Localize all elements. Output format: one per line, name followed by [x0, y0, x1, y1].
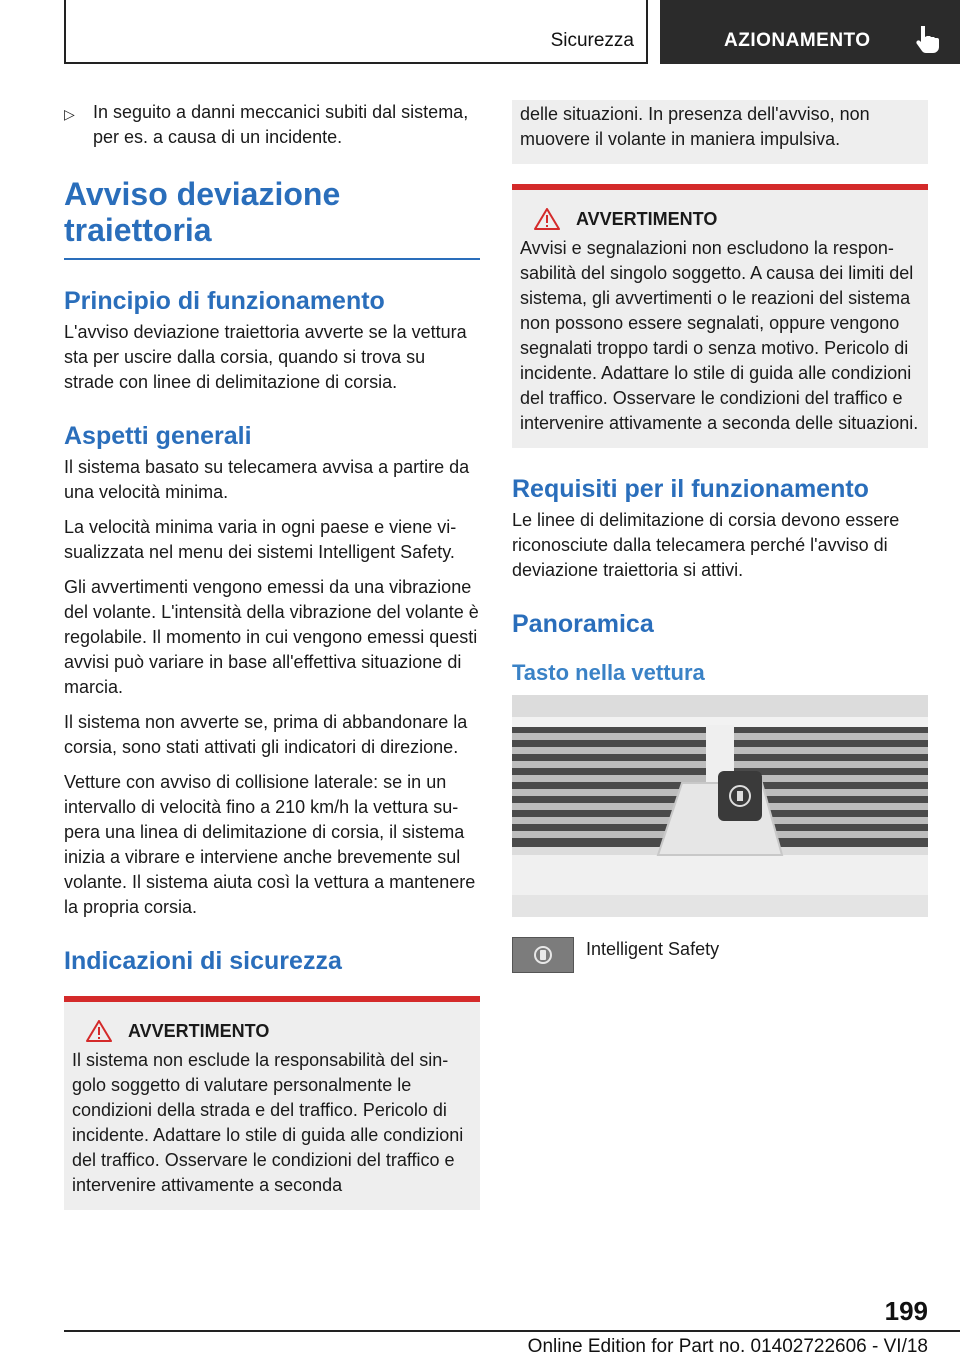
warning-box-2	[512, 184, 928, 448]
warning-title-row	[72, 1020, 472, 1042]
paragraph-general-1: Il sistema basato su telecamera avvisa a partire da una velocità minima.	[64, 457, 470, 502]
heading-general: Aspetti generali	[64, 422, 252, 450]
bullet-item	[64, 100, 480, 150]
paragraph-general-4: Il sistema non avverte se, prima di abbandonare la corsia, sono stati attivati gli indicatori di direzione.	[64, 712, 468, 757]
paragraph-principle: L'avviso deviazione traiettoria avverte se la vettura sta per uscire dalla corsia, quando si trova su strade con linee di delimitazione di corsia.	[64, 322, 467, 392]
heading-principle: Principio di funzionamento	[64, 287, 385, 315]
heading-safety: Indicazioni di sicurezza	[64, 947, 342, 975]
warning-title: AVVERTIMENTO	[128, 1020, 270, 1041]
intelligent-safety-button-icon	[512, 937, 574, 973]
pointing-hand-icon	[912, 24, 942, 54]
main-heading: Avviso deviazione traiettoria	[64, 176, 341, 248]
heading-button: Tasto nella vettura	[512, 660, 705, 685]
warning-triangle-icon	[86, 1020, 112, 1042]
paragraph-general-2: La velocità minima varia in ogni paese e viene visualizzata nel menu dei sistemi Intelligent Safety.	[64, 517, 457, 562]
paragraph-general-3: Gli avvertimenti vengono emessi da una vibrazione del volante. L'intensità della vibrazione del volante è regolabile. Il momento in cui vengono emessi questi avvisi può variare in base all'effettiva situazione di marcia.	[64, 577, 479, 697]
warning-box	[64, 996, 480, 1210]
paragraph-requirements: Le linee di delimitazione di corsia devono essere riconosciute dalla telecamera perché l'avviso di deviazione traiettoria si attivi.	[512, 510, 900, 580]
warning-triangle-icon	[534, 208, 560, 230]
warning-continuation-text: delle situazioni. In presenza dell'avviso, non muovere il volante in maniera impulsiva.	[520, 104, 870, 149]
page-number: 199	[884, 1296, 928, 1326]
header-section-title: Sicurezza	[550, 30, 634, 51]
warning-title-2: AVVERTIMENTO	[576, 208, 718, 229]
header-chapter-box	[660, 0, 960, 64]
heading-overview: Panoramica	[512, 610, 654, 638]
header-section-box	[64, 0, 648, 64]
warning-text: Il sistema non esclude la responsabilità del singolo soggetto di valutare personalmente le condizioni della strada e del traffico. Pericolo di incidente. Adattare lo stile di guida alle condizioni del traffico. Osservare le condizioni del traffico e intervenire attivamente a seconda	[72, 1050, 464, 1195]
intelligent-safety-label: Intelligent Safety	[586, 939, 720, 959]
vehicle-button-photo	[512, 695, 928, 917]
intelligent-safety-row	[512, 937, 928, 973]
heading-requirements: Requisiti per il funzionamento	[512, 475, 869, 503]
header-chapter-title: AZIONAMENTO	[724, 30, 871, 51]
heading-rule	[64, 258, 480, 260]
paragraph-general-5: Vetture con avviso di collisione laterale: se in un intervallo di velocità fino a 210 km/h la vettura supera una linea di delimitazione di corsia, il sistema inizia a vibrare e interviene anche brevemente sul volante. Il sistema aiuta così la vettura a mantenere la propria corsia.	[64, 772, 476, 917]
warning-text-2: Avvisi e segnalazioni non escludono la responsabilità del singolo soggetto. A causa dei limiti del sistema, gli avvertimenti o le reazioni del sistema non possono essere segnalati, oppure vengono segnalati troppo tardi o senza motivo. Pericolo di incidente. Adattare lo stile di guida alle condizioni del traffico. Osservare le condizioni del traffico e intervenire attivamente a seconda delle situazioni.	[520, 238, 919, 433]
triangle-bullet-icon: ▷	[64, 106, 75, 122]
warning-continuation-box	[512, 100, 928, 164]
bullet-text: In seguito a danni meccanici subiti dal sistema, per es. a causa di un incidente.	[93, 102, 469, 147]
right-column	[512, 100, 928, 973]
footer-edition: Online Edition for Part no. 01402722606 - VI/18	[527, 1336, 928, 1357]
dashboard-vents-illustration	[512, 695, 928, 917]
left-column	[64, 100, 480, 1210]
warning-title-row-2	[520, 208, 920, 230]
footer-rule	[64, 1330, 960, 1332]
